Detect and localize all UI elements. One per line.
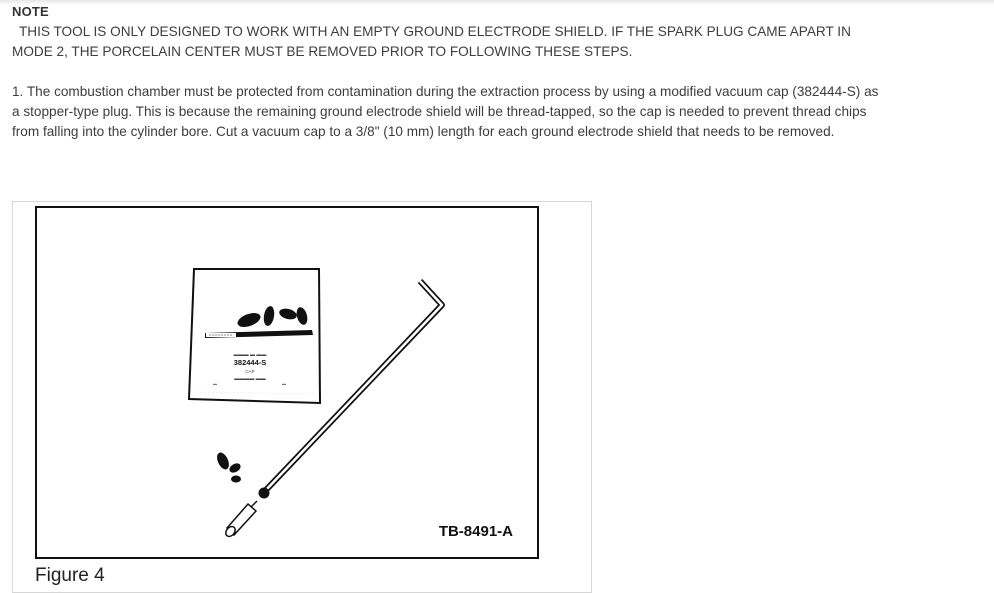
svg-text:▬: ▬	[282, 381, 286, 386]
cut-cap-piece	[224, 501, 257, 538]
parts-bag-illustration	[189, 269, 320, 403]
svg-text:▬▬▬▬ ▬▬: ▬▬▬▬ ▬▬	[234, 376, 266, 382]
figure-panel	[12, 201, 592, 593]
loose-vacuum-caps	[215, 451, 243, 483]
illustration-vacuum-cap-and-rod	[37, 208, 537, 557]
bag-cap-label: CAP	[245, 369, 255, 374]
bag-part-number: 382444-S	[233, 358, 267, 367]
note-heading: NOTE	[12, 4, 49, 19]
figure-code: TB-8491-A	[438, 523, 513, 540]
figure-frame	[35, 206, 539, 559]
step-1-text: 1. The combustion chamber must be protected from contamination during the extraction process by using a modified vacuum cap (382444-S) as a stopper-type plug. This is because the remaining ground electrode shield will be thread-tapped, so the cap is needed to prevent thread chips from falling into the cylinder bore. Cut a vacuum cap to a 3/8" (10 mm) length for each ground electrode shield that needs to be removed.	[12, 84, 879, 139]
figure-caption: Figure 4	[35, 565, 105, 586]
note-text: THIS TOOL IS ONLY DESIGNED TO WORK WITH AN EMPTY GROUND ELECTRODE SHIELD. IF THE SPARK PLUG CAME APART IN MODE 2, THE PORCELAIN CENTER MUST BE REMOVED PRIOR TO FOLLOWING THESE STEPS.	[12, 24, 851, 59]
svg-text:▬: ▬	[213, 381, 217, 386]
svg-text:▬▬▬ ▬ ▬▬: ▬▬▬ ▬ ▬▬	[233, 352, 267, 358]
top-shadow	[0, 0, 994, 5]
